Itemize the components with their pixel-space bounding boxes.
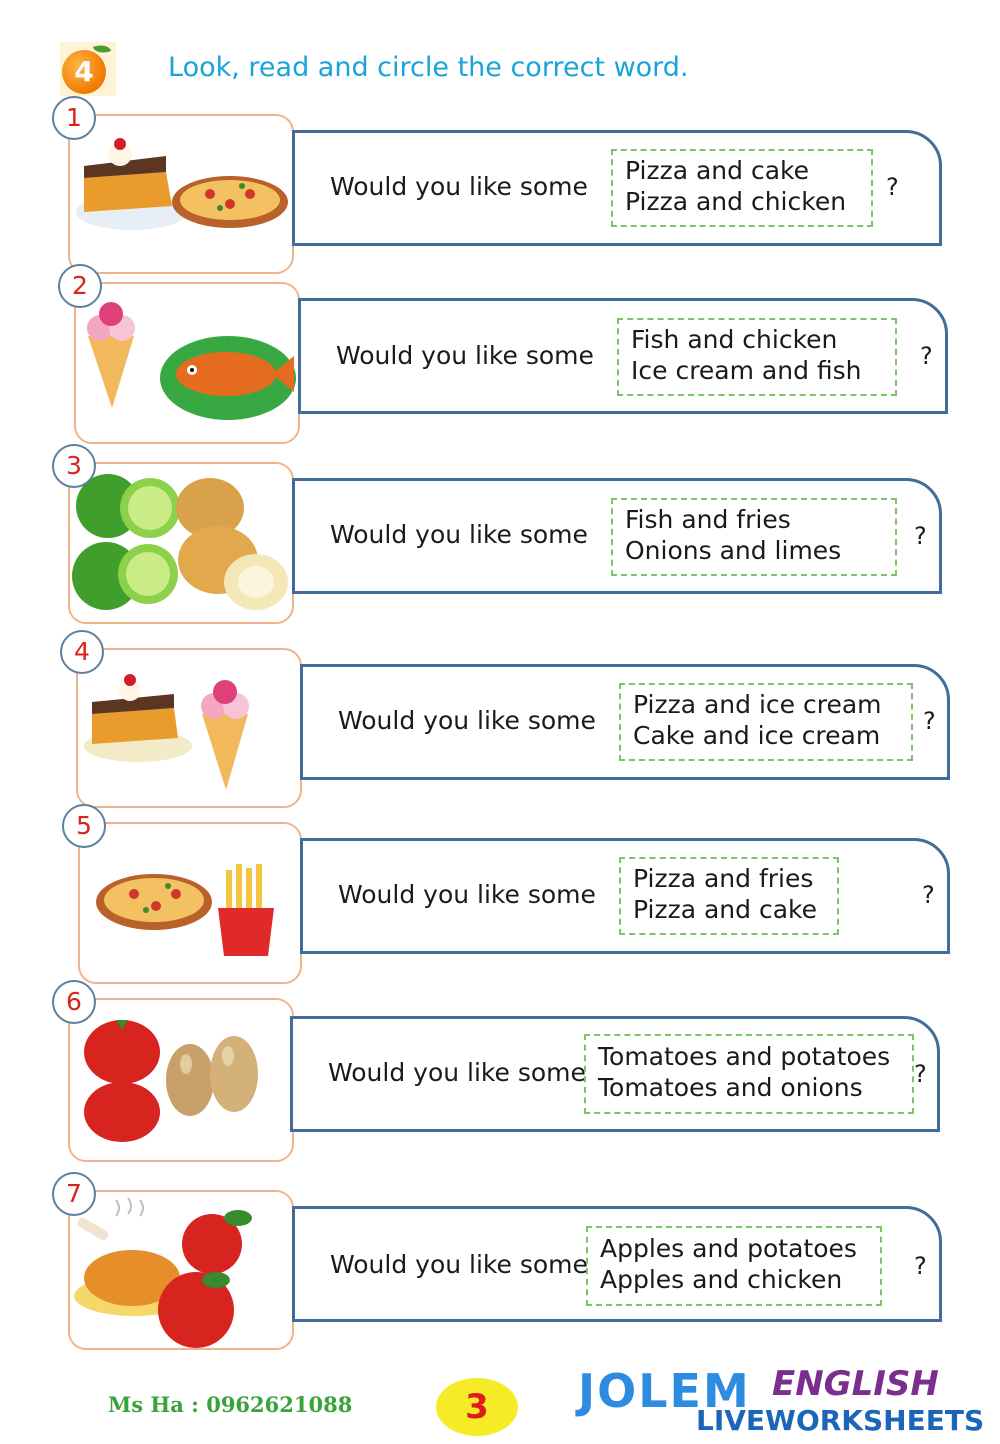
question-mark: ?: [920, 342, 933, 370]
cake-and-pizza-picture: [70, 116, 292, 272]
question-mark: ?: [922, 881, 935, 909]
food-picture: [68, 114, 294, 274]
option-1[interactable]: Fish and chicken: [631, 325, 838, 354]
option-2[interactable]: Pizza and chicken: [625, 187, 847, 216]
exercise-number: 4: [74, 55, 94, 88]
question-prompt: Would you like some: [330, 172, 588, 201]
option-1[interactable]: Pizza and ice cream: [633, 690, 882, 719]
question-row-6: [0, 980, 1000, 1156]
question-number: 6: [52, 980, 96, 1024]
option-2[interactable]: Ice cream and fish: [631, 356, 862, 385]
brand-logo-english: ENGLISH: [772, 1364, 939, 1404]
option-2[interactable]: Onions and limes: [625, 536, 842, 565]
option-1[interactable]: Apples and potatoes: [600, 1234, 857, 1263]
page-number: 3: [436, 1378, 518, 1436]
question-number: 2: [58, 264, 102, 308]
food-picture: [68, 998, 294, 1162]
question-prompt: Would you like some: [336, 341, 594, 370]
option-2[interactable]: Pizza and cake: [633, 895, 817, 924]
food-picture: [68, 1190, 294, 1350]
brand-logo-jolem: JOLEM: [578, 1364, 751, 1418]
question-row-4: [0, 630, 1000, 806]
pizza-and-fries-picture: [80, 824, 300, 982]
question-mark: ?: [914, 1252, 927, 1280]
option-2[interactable]: Tomatoes and onions: [598, 1073, 863, 1102]
option-2[interactable]: Cake and ice cream: [633, 721, 881, 750]
question-prompt: Would you like some: [328, 1058, 586, 1087]
ice-cream-and-fish-picture: [76, 284, 298, 442]
option-1[interactable]: Fish and fries: [625, 505, 791, 534]
question-row-5: [0, 804, 1000, 980]
option-1[interactable]: Pizza and cake: [625, 156, 809, 185]
exercise-number-badge: [60, 42, 116, 96]
question-number: 1: [52, 96, 96, 140]
cake-and-ice-cream-picture: [78, 650, 300, 806]
question-mark: ?: [923, 707, 936, 735]
question-row-2: [0, 264, 1000, 440]
question-mark: ?: [914, 522, 927, 550]
question-number: 7: [52, 1172, 96, 1216]
teacher-contact: Ms Ha : 0962621088: [108, 1392, 353, 1417]
question-row-3: [0, 444, 1000, 620]
option-1[interactable]: Tomatoes and potatoes: [598, 1042, 891, 1071]
food-picture: [76, 648, 302, 808]
question-prompt: Would you like some: [338, 706, 596, 735]
question-prompt: Would you like some: [338, 880, 596, 909]
limes-and-onions-picture: [70, 464, 292, 622]
question-prompt: Would you like some: [330, 1250, 588, 1279]
question-number: 5: [62, 804, 106, 848]
option-1[interactable]: Pizza and fries: [633, 864, 814, 893]
food-picture: [68, 462, 294, 624]
option-2[interactable]: Apples and chicken: [600, 1265, 843, 1294]
question-row-7: [0, 1172, 1000, 1348]
liveworksheets-watermark: LIVEWORKSHEETS: [696, 1404, 985, 1437]
chicken-and-apples-picture: [70, 1192, 292, 1348]
food-picture: [78, 822, 302, 984]
question-prompt: Would you like some: [330, 520, 588, 549]
tomatoes-and-potatoes-picture: [70, 1000, 292, 1160]
food-picture: [74, 282, 300, 444]
instruction-text: Look, read and circle the correct word.: [168, 52, 689, 83]
question-row-1: [0, 96, 1000, 272]
question-mark: ?: [886, 173, 899, 201]
question-number: 4: [60, 630, 104, 674]
question-mark: ?: [914, 1060, 927, 1088]
question-number: 3: [52, 444, 96, 488]
